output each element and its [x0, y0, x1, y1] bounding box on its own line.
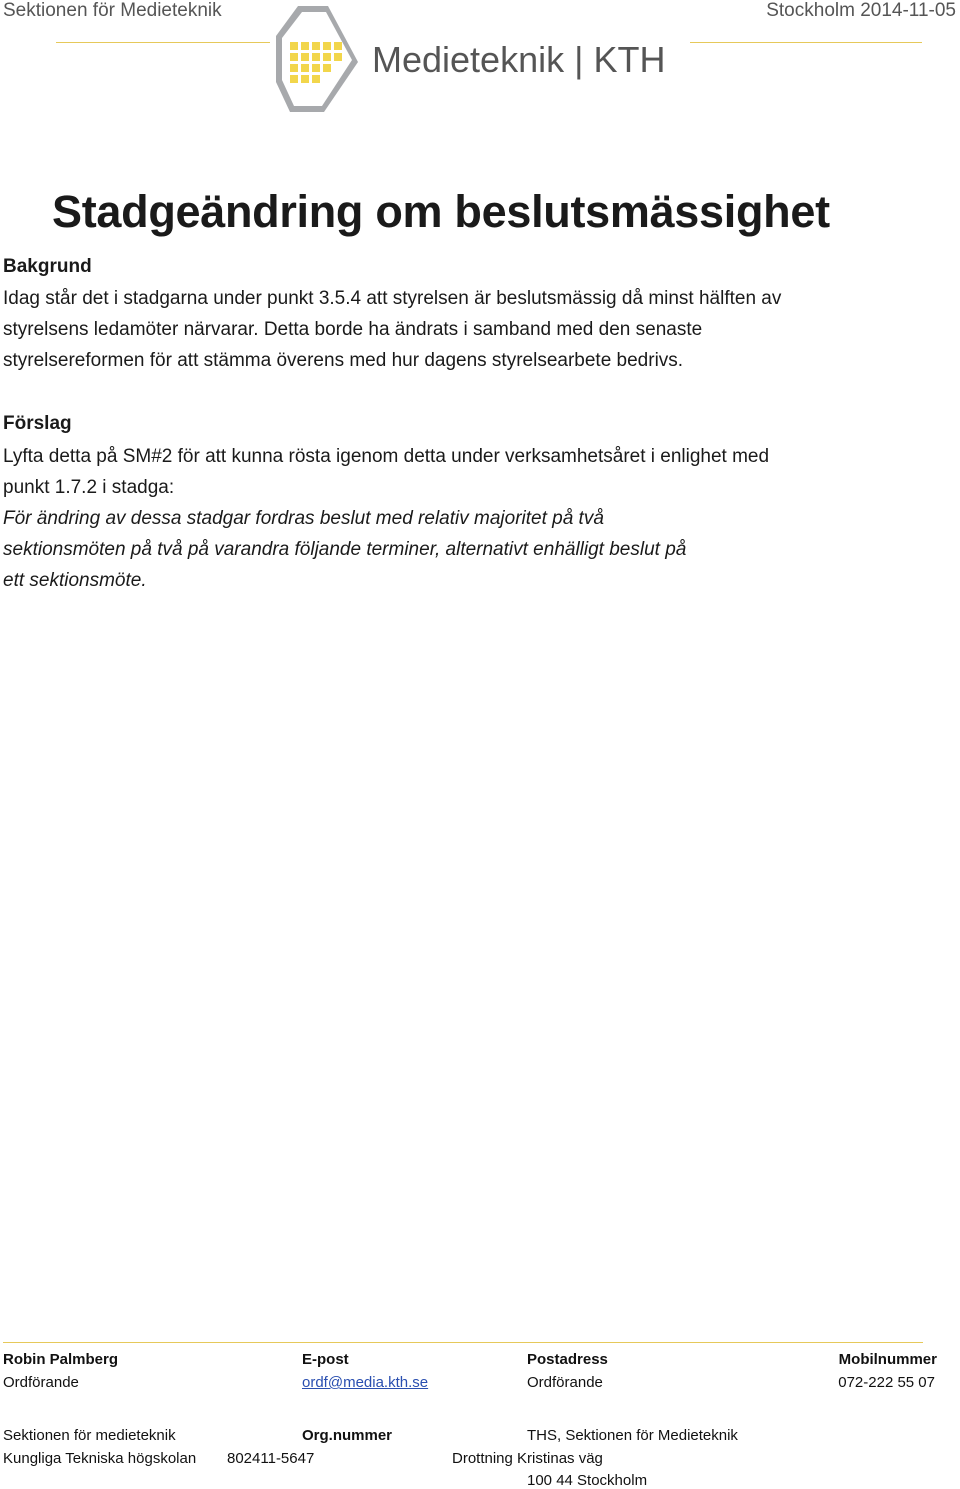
- contact-name: Robin Palmberg: [3, 1351, 119, 1368]
- contact-role: Ordförande: [3, 1374, 79, 1391]
- section-heading-forslag: Förslag: [3, 413, 72, 434]
- orgnr-label: Org.nummer: [302, 1427, 393, 1444]
- email-link[interactable]: ordf@media.kth.se: [302, 1374, 429, 1391]
- bakgrund-line-2: styrelsens ledamöter närvarar. Detta borde ha ändrats i samband med den senaste: [3, 319, 703, 340]
- address-line-2: Drottning Kristinas väg: [452, 1450, 603, 1467]
- postal-label: Postadress: [527, 1351, 608, 1368]
- bakgrund-line-1: Idag står det i stadgarna under punkt 3.5.4 att styrelsen är beslutsmässig då minst hälften av: [3, 288, 782, 309]
- document-title: Stadgeändring om beslutsmässighet: [52, 186, 830, 237]
- mobile-number: 072-222 55 07: [838, 1374, 935, 1391]
- address-line-3: 100 44 Stockholm: [527, 1472, 648, 1489]
- mobile-label: Mobilnummer: [838, 1351, 937, 1368]
- orgnr-value: 802411-5647: [227, 1450, 315, 1467]
- org-name: Sektionen för medieteknik: [3, 1427, 176, 1444]
- logo-mark-icon: [272, 2, 692, 114]
- forslag-line-2: punkt 1.7.2 i stadga:: [3, 477, 175, 498]
- header-rule-left: [56, 42, 270, 43]
- header-rule-right: [690, 42, 922, 43]
- quote-line-1: För ändring av dessa stadgar fordras beslut med relativ majoritet på två: [3, 508, 604, 529]
- medieteknik-kth-logo: [272, 2, 692, 119]
- address-line-1: THS, Sektionen för Medieteknik: [527, 1427, 738, 1444]
- footer-rule: [3, 1342, 923, 1343]
- forslag-line-1: Lyfta detta på SM#2 för att kunna rösta igenom detta under verksamhetsåret i enlighet med: [3, 446, 770, 467]
- header-date: Stockholm 2014-11-05: [766, 0, 956, 21]
- header-section-name: Sektionen för Medieteknik: [3, 0, 222, 21]
- quote-line-2: sektionsmöten på två på varandra följande terminer, alternativt enhälligt beslut på: [3, 539, 687, 560]
- bakgrund-line-3: styrelsereformen för att stämma överens med hur dagens styrelsearbete bedrivs.: [3, 350, 684, 371]
- email-label: E-post: [302, 1351, 349, 1368]
- section-heading-bakgrund: Bakgrund: [3, 256, 92, 277]
- org-school: Kungliga Tekniska högskolan: [3, 1450, 197, 1467]
- svg-text:Medieteknik | KTH: Medieteknik | KTH: [372, 39, 666, 80]
- postal-role: Ordförande: [527, 1374, 603, 1391]
- quote-line-3: ett sektionsmöte.: [3, 570, 147, 591]
